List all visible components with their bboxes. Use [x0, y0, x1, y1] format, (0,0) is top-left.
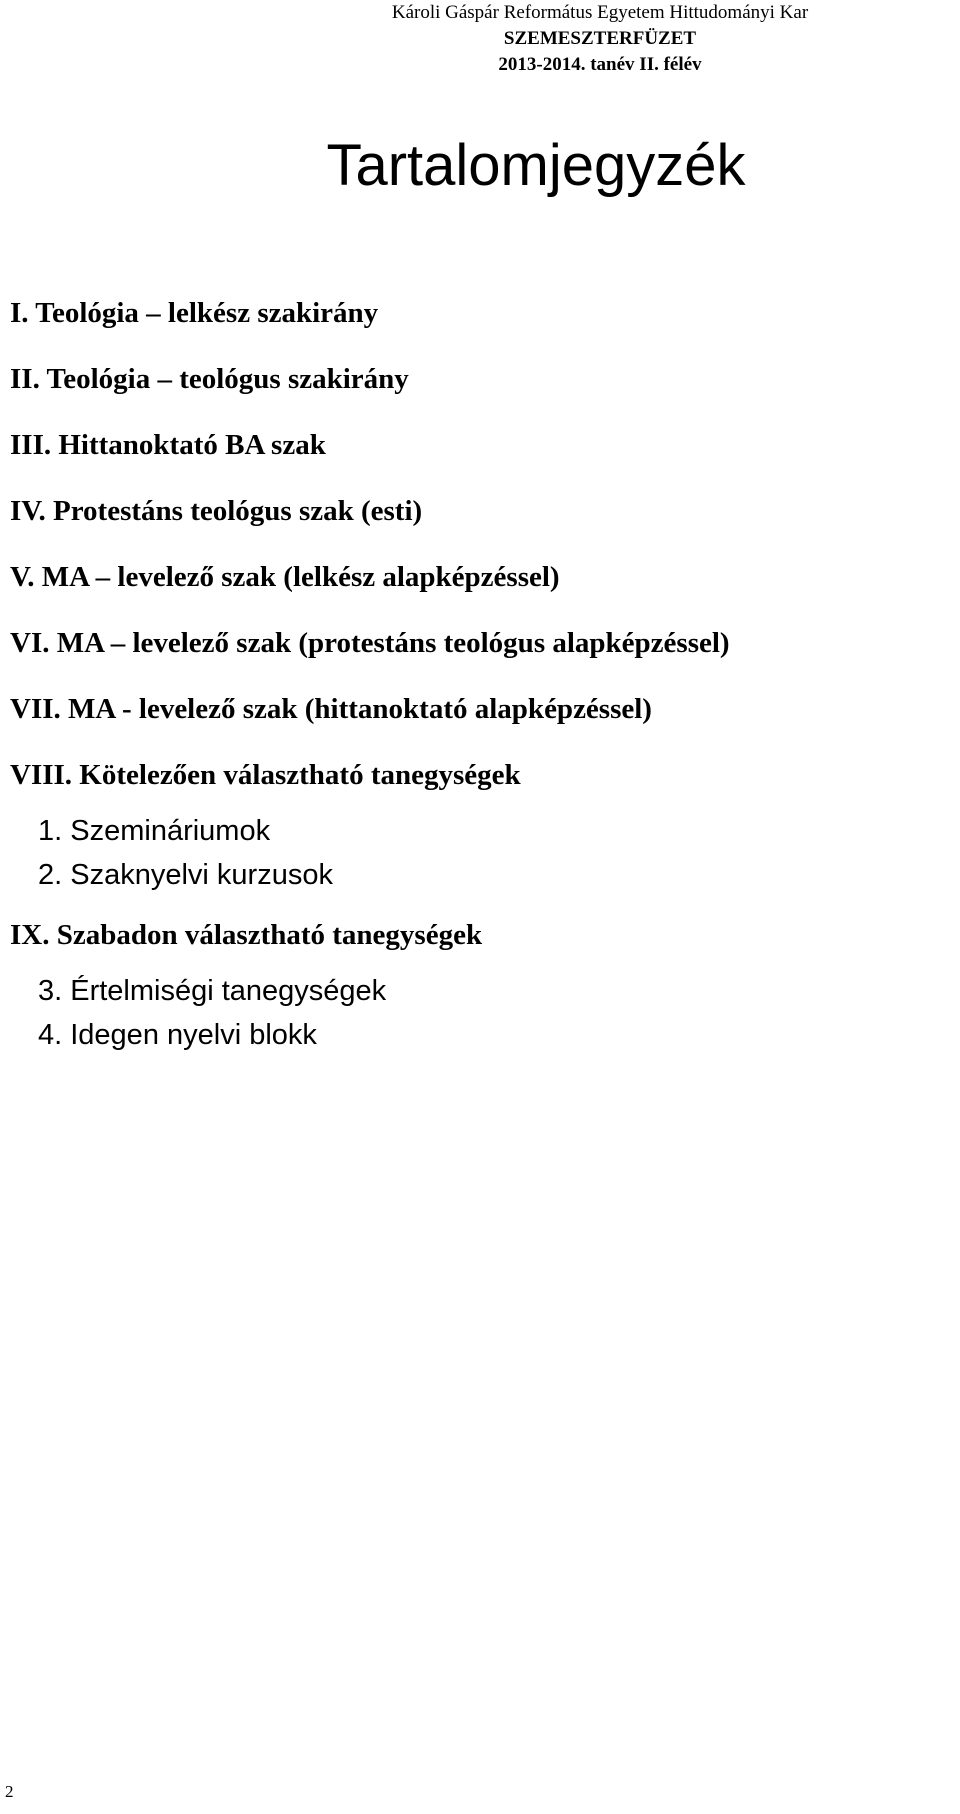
toc-subitems-kotelezoen: [10, 814, 950, 902]
toc-item-teologia-lelkesz[interactable]: I. Teológia – lelkész szakirány: [10, 297, 379, 329]
toc-item-kotelezoen-valaszthato[interactable]: VIII. Kötelezően választható tanegységek: [10, 759, 521, 791]
page-header: [390, 0, 810, 78]
toc-item-protestans-teologus-esti[interactable]: IV. Protestáns teológus szak (esti): [10, 495, 423, 527]
page-number: 2: [5, 1782, 14, 1801]
toc-item-ma-lelkesz[interactable]: V. MA – levelező szak (lelkész alapképzéssel): [10, 561, 560, 593]
toc-subitem-szeminariumok[interactable]: 1. Szemináriumok: [38, 815, 271, 847]
toc-subitem-idegen-nyelvi-blokk[interactable]: 4. Idegen nyelvi blokk: [38, 1019, 317, 1051]
toc-subitems-szabadon: [10, 974, 950, 1062]
header-institution: Károli Gáspár Református Egyetem Hittudományi Kar: [391, 2, 809, 23]
toc-item-szabadon-valaszthato[interactable]: IX. Szabadon választható tanegységek: [10, 919, 483, 951]
page-title: Tartalomjegyzék: [326, 133, 746, 198]
header-publication: SZEMESZTERFÜZET: [503, 28, 697, 49]
header-term: 2013-2014. tanév II. félév: [498, 54, 702, 75]
toc-item-ma-hittanoktato[interactable]: VII. MA - levelező szak (hittanoktató alapképzéssel): [10, 693, 652, 725]
toc-subitem-szaknyelvi-kurzusok[interactable]: 2. Szaknyelvi kurzusok: [38, 859, 333, 891]
table-of-contents: [10, 296, 950, 1062]
toc-item-teologia-teologus[interactable]: II. Teológia – teológus szakirány: [10, 363, 409, 395]
toc-item-ma-protestans-teologus[interactable]: VI. MA – levelező szak (protestáns teológus alapképzéssel): [10, 627, 730, 659]
toc-item-hittanoktato-ba[interactable]: III. Hittanoktató BA szak: [10, 429, 326, 461]
toc-subitem-ertelmisegi-tanegysegek[interactable]: 3. Értelmiségi tanegységek: [38, 975, 387, 1007]
